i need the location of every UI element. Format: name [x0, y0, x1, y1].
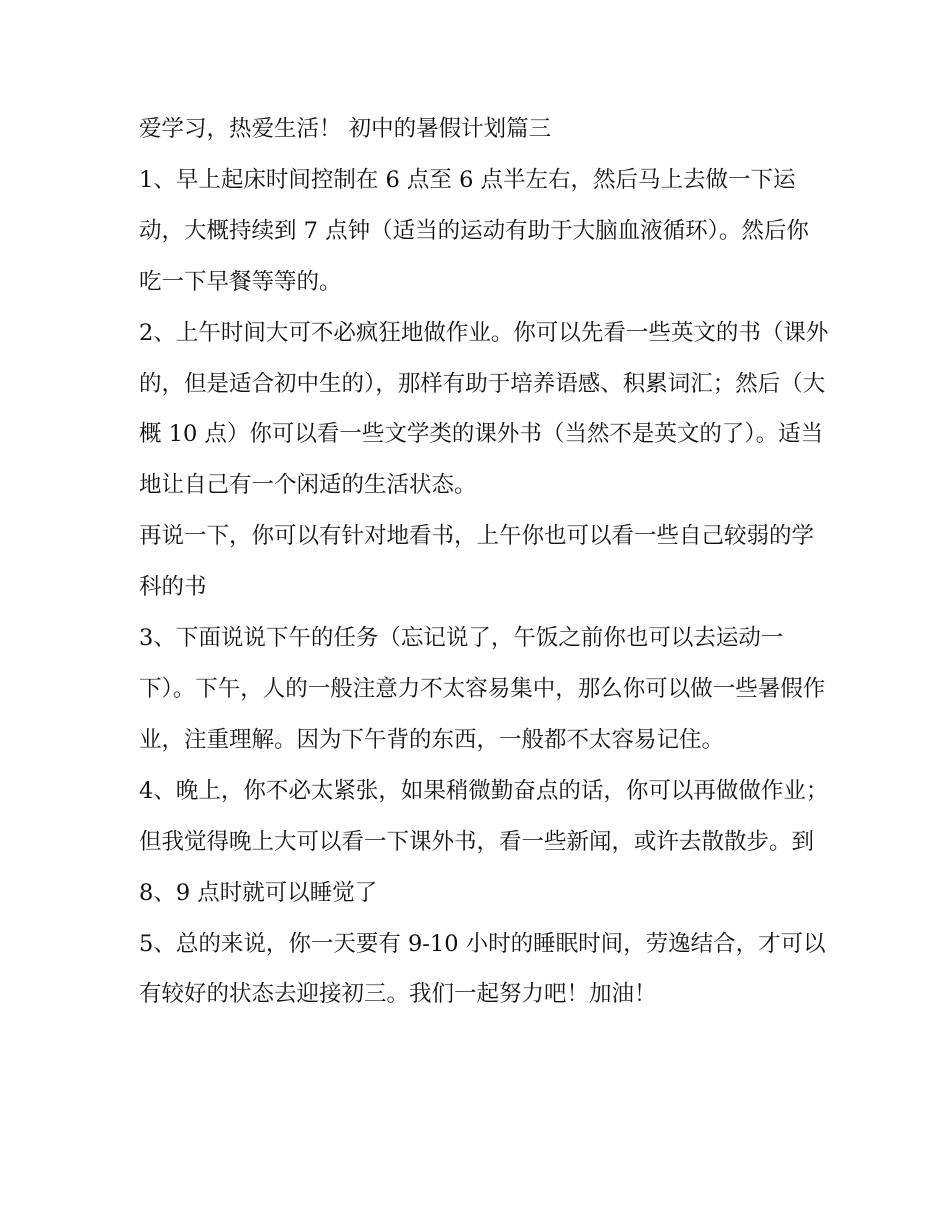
paragraph-item-1: 1、早上起床时间控制在 6 点至 6 点半左右，然后马上去做一下运动，大概持续到 7 点钟（适当的运动有助于大脑血液循环）。然后你吃一下早餐等等的。: [139, 166, 809, 295]
paragraph-item-5: 5、总的来说，你一天要有 9-10 小时的睡眠时间，劳逸结合，才可以有较好的状态去迎接初三。我们一起努力吧！加油！: [139, 930, 826, 1008]
paragraph-note: 再说一下，你可以有针对地看书，上午你也可以看一些自己较弱的学科的书: [139, 523, 815, 601]
paragraph-title-line: 爱学习，热爱生活！ 初中的暑假计划篇三: [139, 116, 552, 142]
paragraph-item-4: 4、晚上，你不必太紧张，如果稍微勤奋点的话，你可以再做做作业；但我觉得晚上大可以看一下课外书，看一些新闻，或许去散散步。到 8、9 点时就可以睡觉了: [139, 777, 829, 906]
paragraph-item-3: 3、下面说说下午的任务（忘记说了，午饭之前你也可以去运动一下）。下午，人的一般注意力不太容易集中，那么你可以做一些暑假作业，注重理解。因为下午背的东西，一般都不太容易记住。: [139, 625, 826, 753]
document-body: [139, 104, 829, 1020]
paragraph-item-2: 2、上午时间大可不必疯狂地做作业。你可以先看一些英文的书（课外的，但是适合初中生的），那样有助于培养语感、积累词汇；然后（大概 10 点）你可以看一些文学类的课外书（当然不是英文的了）。适当地让自己有一个闲适的生活状态。: [139, 319, 829, 499]
